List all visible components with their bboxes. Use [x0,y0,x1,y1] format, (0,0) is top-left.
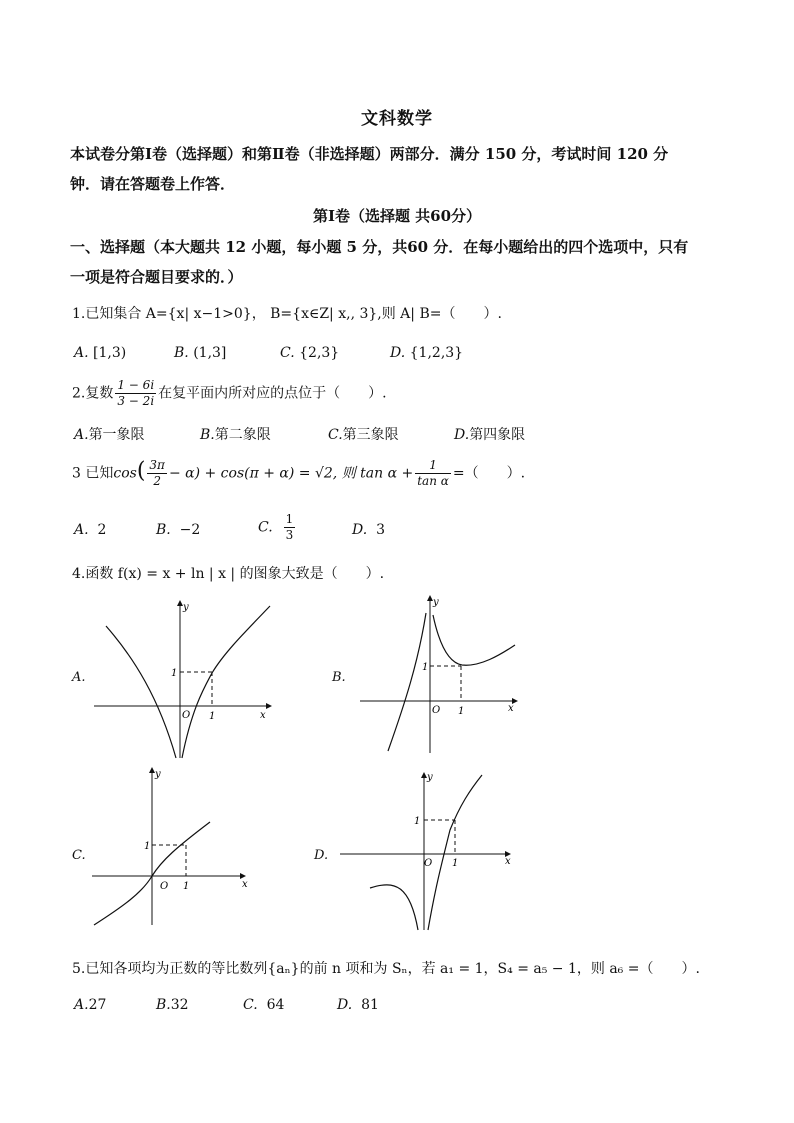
graph-b-x-label: x [508,703,514,714]
instruction-line-1: 一、选择题（本大题共 12 小题，每小题 5 分，共60 分．在每小题给出的四个选项中，只有 [70,238,689,256]
graph-a-one-y: 1 [171,668,178,679]
graph-c-origin: O [160,881,169,892]
section-heading: 第Ⅰ卷（选择题 共60分） [312,207,482,225]
graph-b-origin: O [432,705,441,716]
graph-a [94,598,284,763]
graph-d [340,770,520,935]
graph-d-one-x: 1 [452,858,459,869]
graph-d-origin: O [424,858,433,869]
graph-c [92,765,257,930]
q3-option-b: B. −2 [156,522,201,538]
q2-option-a: A.第一象限 [74,427,145,443]
graph-b-one-x: 1 [458,706,465,717]
graph-d-one-y: 1 [414,816,421,827]
graph-b [360,593,525,758]
question-3: 3 已知cos( $\frac{3\pi}{2}$ − α) + cos(π + α) = √2, 则 tan α + $\frac{1}{\text{tan α}}$ =（ ）. [72,458,526,488]
q2-option-c: C.第三象限 [328,427,399,443]
q3-option-d: D. 3 [352,522,386,538]
graph-a-origin: O [182,710,191,721]
graph-a-y-label: y [183,602,189,613]
graph-c-label: C. [72,848,86,863]
question-5: 5.已知各项均为正数的等比数列{aₙ}的前 n 项和为 Sₙ，若 a₁ = 1，S₄ = a₅ − 1，则 a₆ =（ ）. [72,961,700,977]
graph-a-label: A. [72,670,86,685]
graph-d-y-label: y [427,772,433,783]
graph-d-x-label: x [505,856,511,867]
q1-option-c: C. {2,3} [280,345,340,361]
intro-line-2: 钟．请在答题卷上作答． [70,175,236,193]
page-title: 文科数学 [361,109,433,129]
q5-option-d: D. 81 [337,997,379,1013]
question-4: 4.函数 f(x) = x + ln | x | 的图象大致是（ ）. [72,566,385,582]
q3-option-c: C. $\frac{1}{3}$ [258,512,294,542]
graph-a-one-x: 1 [209,711,216,722]
graph-d-label: D. [314,848,329,863]
question-1: 1.已知集合 A={x| x−1>0}， B={x∈Z| x,, 3},则 A| B=（ ）. [72,306,502,322]
graph-b-label: B. [332,670,346,685]
graph-c-one-y: 1 [144,841,151,852]
graph-c-y-label: y [155,769,161,780]
q1-option-d: D. {1,2,3} [390,345,464,361]
question-2: 2.复数 $\frac{1 - 6i}{3 - 2i}$ 在复平面内所对应的点位于（ ）. [72,378,387,408]
q1-option-b: B. (1,3] [174,345,227,361]
q3-option-a: A. 2 [74,522,107,538]
graph-c-one-x: 1 [183,881,190,892]
q2-option-b: B.第二象限 [200,427,271,443]
q5-option-a: A.27 [74,997,107,1013]
instruction-line-2: 一项是符合题目要求的．） [70,268,243,286]
q5-option-b: B.32 [156,997,189,1013]
graph-a-x-label: x [260,710,266,721]
q5-option-c: C. 64 [243,997,285,1013]
graph-b-y-label: y [433,597,439,608]
graph-b-one-y: 1 [422,662,429,673]
q2-option-d: D.第四象限 [454,427,526,443]
intro-line-1: 本试卷分第Ⅰ卷（选择题）和第Ⅱ卷（非选择题）两部分．满分 150 分，考试时间 120 分 [70,145,669,163]
graph-c-x-label: x [242,879,248,890]
q1-option-a: A. [1,3) [74,345,127,361]
